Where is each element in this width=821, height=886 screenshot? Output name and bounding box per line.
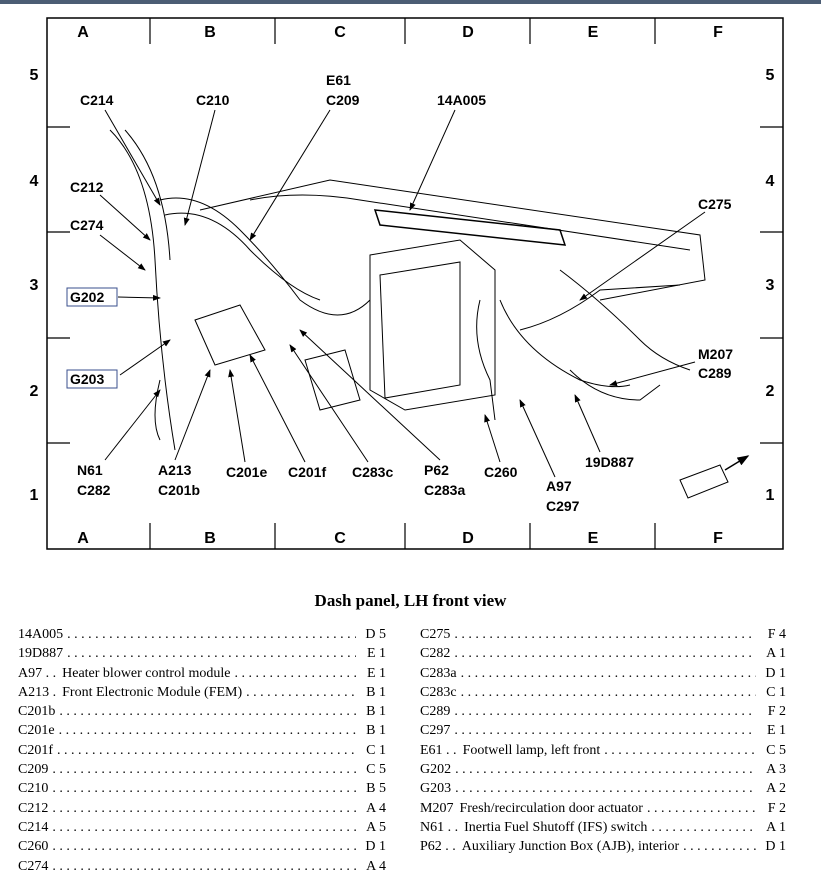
label-g203: G203 [70, 371, 105, 387]
label-19d887: 19D887 [585, 454, 635, 470]
index-code: M207 [420, 800, 454, 816]
label-c214: C214 [80, 92, 114, 108]
index-row [18, 683, 386, 702]
index-description: Footwell lamp, left front [462, 742, 601, 758]
index-row [420, 664, 786, 683]
leader-dots [454, 644, 756, 663]
label-p62: P62 [424, 462, 449, 478]
index-location: F 2 [767, 704, 786, 720]
index-code: G202 [420, 762, 452, 778]
index-row [420, 683, 786, 702]
component-index-right [420, 625, 786, 857]
index-code: C282 [420, 646, 451, 662]
column-label-bottom: B [204, 530, 216, 547]
column-label-bottom: C [334, 530, 346, 547]
index-row [18, 664, 386, 683]
index-code: 14A005 [18, 627, 64, 642]
leader-dots [461, 683, 756, 702]
column-label-top: B [204, 24, 216, 41]
label-14a005: 14A005 [437, 92, 487, 108]
column-label-top: C [334, 24, 346, 41]
index-location: D 1 [765, 839, 786, 855]
column-label-top: D [462, 24, 474, 41]
leader-dots [59, 702, 356, 721]
index-code: C201f [18, 742, 53, 758]
index-code: C297 [420, 723, 451, 739]
index-location: A 1 [766, 646, 786, 662]
leader-dots [246, 683, 356, 702]
leader-lines [100, 110, 705, 477]
leader-dots [52, 818, 356, 837]
leader-dots [454, 702, 756, 721]
index-code: C275 [420, 627, 451, 642]
label-c283a: C283a [424, 482, 466, 498]
index-description: Inertia Fuel Shutoff (IFS) switch [464, 819, 648, 835]
leader-dots [647, 799, 756, 818]
leader-dots [234, 664, 356, 683]
label-c297: C297 [546, 498, 580, 514]
index-location: E 1 [366, 665, 386, 681]
index-code: G203 [420, 781, 452, 797]
column-label-bottom: D [462, 530, 474, 547]
index-row [18, 721, 386, 740]
index-row [420, 760, 786, 779]
label-c275: C275 [698, 196, 732, 212]
index-description: Front Electronic Module (FEM) [62, 684, 243, 700]
index-row [420, 644, 786, 663]
index-location: D 5 [365, 627, 386, 642]
index-row [18, 644, 386, 663]
label-e61: E61 [326, 72, 351, 88]
label-c274: C274 [70, 217, 104, 233]
row-label-left: 2 [29, 383, 39, 400]
column-label-bottom: A [77, 530, 89, 547]
index-row [420, 721, 786, 740]
index-row [18, 799, 386, 818]
index-row [18, 857, 386, 876]
index-code: C209 [18, 762, 49, 778]
row-label-left: 4 [29, 173, 39, 190]
index-location: B 1 [366, 684, 386, 700]
label-c282: C282 [77, 482, 111, 498]
label-c283c: C283c [352, 464, 394, 480]
index-location: F 4 [767, 627, 786, 642]
leader-dots [454, 721, 756, 740]
index-row [420, 779, 786, 798]
index-location: E 1 [766, 723, 786, 739]
label-c209: C209 [326, 92, 360, 108]
leader-dots [454, 625, 756, 644]
leader-dots [52, 837, 356, 856]
index-code: C260 [18, 839, 49, 855]
label-g202: G202 [70, 289, 105, 305]
row-label-right: 5 [765, 67, 775, 84]
index-location: A 2 [766, 781, 786, 797]
index-location: A 1 [766, 819, 786, 835]
index-row [420, 741, 786, 760]
index-row [420, 818, 786, 837]
index-row [18, 837, 386, 856]
label-c201e: C201e [226, 464, 268, 480]
index-row [18, 702, 386, 721]
index-row [420, 702, 786, 721]
index-code: C274 [18, 858, 49, 874]
leader-dots [57, 741, 356, 760]
figure-title: Dash panel, LH front view [314, 591, 507, 610]
direction-arrow-icon [725, 456, 748, 470]
index-description: Fresh/recirculation door actuator [459, 800, 643, 816]
row-label-right: 3 [765, 277, 775, 294]
index-location: F 2 [767, 800, 786, 816]
index-code: E61 . . [420, 742, 457, 758]
index-code: N61 . . [420, 819, 459, 835]
index-location: B 1 [366, 704, 386, 720]
index-row [18, 760, 386, 779]
leader-dots [52, 779, 356, 798]
index-location: A 4 [366, 800, 386, 816]
index-location: A 5 [366, 819, 386, 835]
index-location: D 1 [365, 839, 386, 855]
leader-dots [455, 779, 756, 798]
column-label-top: E [587, 24, 599, 41]
row-label-left: 3 [29, 277, 39, 294]
leader-dots [67, 644, 356, 663]
index-code: C212 [18, 800, 49, 816]
label-m207: M207 [698, 346, 734, 362]
leader-dots [52, 799, 356, 818]
index-row [420, 799, 786, 818]
row-label-right: 1 [765, 487, 775, 504]
label-n61: N61 [77, 462, 103, 478]
index-location: E 1 [366, 646, 386, 662]
dash-panel-drawing [110, 130, 728, 498]
index-description: Heater blower control module [62, 665, 231, 681]
index-code: C201b [18, 704, 56, 720]
leader-dots [604, 741, 756, 760]
row-label-left: 5 [29, 67, 39, 84]
index-location: A 3 [766, 762, 786, 778]
index-row [18, 741, 386, 760]
leader-dots [461, 664, 756, 683]
column-label-top: F [713, 24, 723, 41]
index-row [18, 779, 386, 798]
label-c201b: C201b [158, 482, 201, 498]
column-label-bottom: E [587, 530, 599, 547]
index-description: Auxiliary Junction Box (AJB), interior [461, 839, 680, 855]
leader-dots [52, 857, 356, 876]
index-code: 19D887 [18, 646, 64, 662]
leader-dots [59, 721, 356, 740]
leader-dots [651, 818, 756, 837]
column-label-top: A [77, 24, 89, 41]
column-label-bottom: F [713, 530, 723, 547]
label-c210: C210 [196, 92, 230, 108]
index-code: A213 . [18, 684, 57, 700]
index-row [18, 625, 386, 644]
index-location: C 5 [366, 762, 386, 778]
index-location: C 5 [766, 742, 786, 758]
label-c212: C212 [70, 179, 104, 195]
index-code: C283a [420, 665, 457, 681]
index-row [18, 818, 386, 837]
leader-dots [67, 625, 356, 644]
leader-dots [683, 837, 756, 856]
index-code: P62 . . [420, 839, 456, 855]
index-location: C 1 [766, 684, 786, 700]
row-label-right: 2 [765, 383, 775, 400]
leader-dots [455, 760, 756, 779]
label-a97: A97 [546, 478, 572, 494]
row-label-left: 1 [29, 487, 39, 504]
index-location: A 4 [366, 858, 386, 874]
index-code: C210 [18, 781, 49, 797]
index-row [420, 837, 786, 856]
label-a213: A213 [158, 462, 192, 478]
index-code: C283c [420, 684, 457, 700]
index-row [420, 625, 786, 644]
label-c201f: C201f [288, 464, 327, 480]
label-c260: C260 [484, 464, 518, 480]
index-code: C201e [18, 723, 55, 739]
index-location: B 1 [366, 723, 386, 739]
index-location: B 5 [366, 781, 386, 797]
leader-dots [52, 760, 356, 779]
index-location: D 1 [765, 665, 786, 681]
component-index-left [18, 625, 386, 876]
index-code: C214 [18, 819, 49, 835]
index-location: C 1 [366, 742, 386, 758]
index-code: C289 [420, 704, 451, 720]
index-code: A97 . . [18, 665, 57, 681]
row-label-right: 4 [765, 173, 775, 190]
label-c289: C289 [698, 365, 732, 381]
